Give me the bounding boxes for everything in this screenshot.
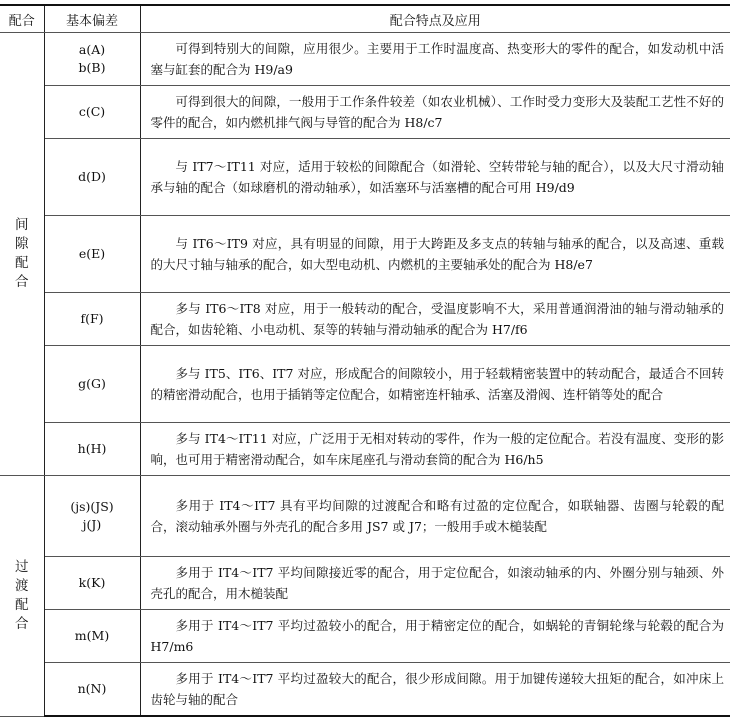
- deviation-cell: d(D): [44, 139, 140, 216]
- header-category: 配合: [0, 5, 44, 33]
- deviation-cell: (js)(JS) j(J): [44, 476, 140, 557]
- table-row: [0, 423, 730, 476]
- table-row: [0, 610, 730, 663]
- table-row: [0, 86, 730, 139]
- deviation-cell: a(A) b(B): [44, 33, 140, 86]
- deviation-cell: h(H): [44, 423, 140, 476]
- table-row: [0, 346, 730, 423]
- header-basic-deviation: 基本偏差: [44, 5, 140, 33]
- description-cell: 多与 IT4～IT11 对应，广泛用于无相对转动的零件，作为一般的定位配合。若没有温度、变形的影响，也可用于精密滑动配合，如车床尾座孔与滑动套筒的配合为 H6/h5: [140, 423, 730, 476]
- description-cell: 多用于 IT4～IT7 平均过盈较大的配合，很少形成间隙。用于加键传递较大扭矩的配合，如冲床上齿轮与轴的配合: [140, 663, 730, 717]
- description-cell: 可得到特别大的间隙，应用很少。主要用于工作时温度高、热变形大的零件的配合，如发动机中活塞与缸套的配合为 H9/a9: [140, 33, 730, 86]
- deviation-cell: m(M): [44, 610, 140, 663]
- table-row: [0, 33, 730, 86]
- deviation-cell: c(C): [44, 86, 140, 139]
- category-transition-fit: [0, 476, 44, 717]
- description-cell: 与 IT6～IT9 对应，具有明显的间隙，用于大跨距及多支点的转轴与轴承的配合，以及高速、重载的大尺寸轴与轴承的配合，如大型电动机、内燃机的主要轴承处的配合为 H8/e7: [140, 216, 730, 293]
- description-cell: 多与 IT5、IT6、IT7 对应，形成配合的间隙较小，用于轻载精密装置中的转动配合，最适合不回转的精密滑动配合，也用于插销等定位配合，如精密连杆轴承、活塞及滑阀、连杆销等处的配合: [140, 346, 730, 423]
- fit-characteristics-table: [0, 4, 730, 717]
- table-row: [0, 216, 730, 293]
- deviation-cell: e(E): [44, 216, 140, 293]
- table-row: [0, 476, 730, 557]
- deviation-cell: f(F): [44, 293, 140, 346]
- category-label: 间隙配合: [15, 217, 29, 290]
- description-cell: 与 IT7～IT11 对应，适用于较松的间隙配合（如滑轮、空转带轮与轴的配合），以及大尺寸滑动轴承与轴的配合（如球磨机的滑动轴承），如活塞环与活塞槽的配合可用 H9/d9: [140, 139, 730, 216]
- category-label: 过渡配合: [15, 558, 29, 632]
- description-cell: 可得到很大的间隙，一般用于工作条件较差（如农业机械）、工作时受力变形大及装配工艺性不好的零件的配合，如内燃机排气阀与导管的配合为 H8/c7: [140, 86, 730, 139]
- deviation-cell: k(K): [44, 557, 140, 610]
- description-cell: 多与 IT6～IT8 对应，用于一般转动的配合，受温度影响不大，采用普通润滑油的轴与滑动轴承的配合，如齿轮箱、小电动机、泵等的转轴与滑动轴承的配合为 H7/f6: [140, 293, 730, 346]
- table-row: [0, 139, 730, 216]
- deviation-cell: n(N): [44, 663, 140, 717]
- table-row: [0, 293, 730, 346]
- deviation-cell: g(G): [44, 346, 140, 423]
- header-characteristics: 配合特点及应用: [140, 5, 730, 33]
- description-cell: 多用于 IT4～IT7 具有平均间隙的过渡配合和略有过盈的定位配合，如联轴器、齿圈与轮毂的配合，滚动轴承外圈与外壳孔的配合多用 JS7 或 J7；一般用手或木槌装配: [140, 476, 730, 557]
- category-clearance-fit: [0, 33, 44, 476]
- header-row: [0, 5, 730, 33]
- table-row: [0, 663, 730, 717]
- description-cell: 多用于 IT4～IT7 平均间隙接近零的配合，用于定位配合，如滚动轴承的内、外圈分别与轴颈、外壳孔的配合，用木槌装配: [140, 557, 730, 610]
- description-cell: 多用于 IT4～IT7 平均过盈较小的配合，用于精密定位的配合，如蜗轮的青铜轮缘与轮毂的配合为 H7/m6: [140, 610, 730, 663]
- table-row: [0, 557, 730, 610]
